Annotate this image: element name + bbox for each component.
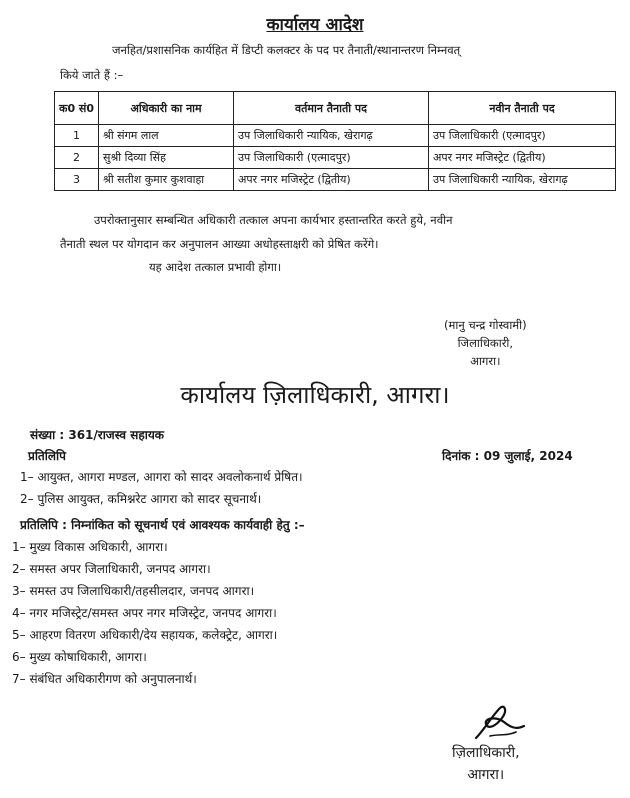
handwritten-signature — [470, 700, 530, 748]
cell-officer-name: श्री संगम लाल — [99, 125, 234, 147]
cell-current-post: अपर नगर मजिस्ट्रेट (द्वितीय) — [234, 169, 429, 191]
header-current-post: वर्तमान तैनाती पद — [234, 92, 429, 125]
signatory-title: जिलाधिकारी, — [457, 336, 514, 350]
list-item: 6– मुख्य कोषाधिकारी, आगरा। — [12, 650, 147, 664]
cell-current-post: उप जिलाधिकारी न्यायिक, खेरागढ़ — [234, 125, 429, 147]
cell-new-post: उप जिलाधिकारी न्यायिक, खेरागढ़ — [429, 169, 616, 191]
list-item: 7– संबंधित अधिकारीगण को अनुपालनार्थ। — [12, 672, 197, 686]
effective-note: यह आदेश तत्काल प्रभावी होगा। — [149, 260, 282, 274]
header-new-post: नवीन तैनाती पद — [429, 92, 616, 125]
copy-label-action: प्रतिलिपि : निम्नांकित को सूचनार्थ एवं आवश्यक कार्यवाही हेतु :– — [20, 518, 305, 532]
reference-number: संख्या : 361/राजस्व सहायक — [30, 428, 164, 442]
signatory-name: (मानु चन्द्र गोस्वामी) — [444, 318, 527, 332]
action-list — [12, 536, 277, 690]
cell-officer-name: सुश्री दिव्या सिंह — [99, 147, 234, 169]
copy-list — [20, 466, 303, 510]
copy-label: प्रतिलिपि — [28, 449, 66, 463]
cell-serial: 3 — [55, 169, 99, 191]
cell-serial: 2 — [55, 147, 99, 169]
footer-place: आगरा। — [467, 767, 505, 783]
instruction-line-2: तैनाती स्थल पर योगदान कर अनुपालन आख्या अधोहस्ताक्षरी को प्रेषित करेंगे। — [60, 237, 379, 251]
intro-line-1: जनहित/प्रशासनिक कार्यहित में डिप्टी कलक्टर के पद पर तैनाती/स्थानान्तरण निम्नवत् — [112, 43, 461, 57]
list-item: 2– समस्त अपर जिलाधिकारी, जनपद आगरा। — [12, 562, 211, 576]
list-item: 5– आहरण वितरण अधिकारी/देय सहायक, कलेक्ट्रेट, आगरा। — [12, 628, 278, 642]
header-serial: क0 सं0 — [55, 92, 99, 125]
list-item: 4– नगर मजिस्ट्रेट/समस्त अपर नगर मजिस्ट्रेट, जनपद आगरा। — [12, 606, 277, 620]
intro-line-2: किये जाते हैं :– — [60, 68, 124, 82]
table-row — [55, 147, 616, 169]
footer-signatory-block — [452, 742, 520, 786]
cell-current-post: उप जिलाधिकारी (एत्मादपुर) — [234, 147, 429, 169]
cell-serial: 1 — [55, 125, 99, 147]
list-item: 2– पुलिस आयुक्त, कमिश्नरेट आगरा को सादर सूचनार्थ। — [20, 492, 262, 506]
cell-officer-name: श्री सतीश कुमार कुशवाहा — [99, 169, 234, 191]
header-officer-name: अधिकारी का नाम — [99, 92, 234, 125]
issue-date: दिनांक : 09 जुलाई, 2024 — [442, 449, 573, 463]
instruction-line-1: उपरोक्तानुसार सम्बन्धित अधिकारी तत्काल अपना कार्यभार हस्तान्तरित करते हुये, नवीन — [94, 213, 453, 227]
cell-new-post: उप जिलाधिकारी (एत्मादपुर) — [429, 125, 616, 147]
signatory-place: आगरा। — [470, 354, 501, 368]
transfer-table — [54, 91, 616, 191]
list-item: 1– मुख्य विकास अधिकारी, आगरा। — [12, 540, 168, 554]
table-row — [55, 125, 616, 147]
table-row — [55, 169, 616, 191]
order-signatory-block — [444, 316, 527, 370]
list-item: 3– समस्त उप जिलाधिकारी/तहसीलदार, जनपद आगरा। — [12, 584, 255, 598]
footer-title: ज़िलाधिकारी, — [452, 745, 520, 761]
table-header-row — [55, 92, 616, 125]
list-item: 1– आयुक्त, आगरा मण्डल, आगरा को सादर अवलोकनार्थ प्रेषित। — [20, 470, 303, 484]
cell-new-post: अपर नगर मजिस्ट्रेट (द्वितीय) — [429, 147, 616, 169]
order-title: कार्यालय आदेश — [266, 15, 364, 35]
office-heading: कार्यालय ज़िलाधिकारी, आगरा। — [180, 381, 450, 409]
